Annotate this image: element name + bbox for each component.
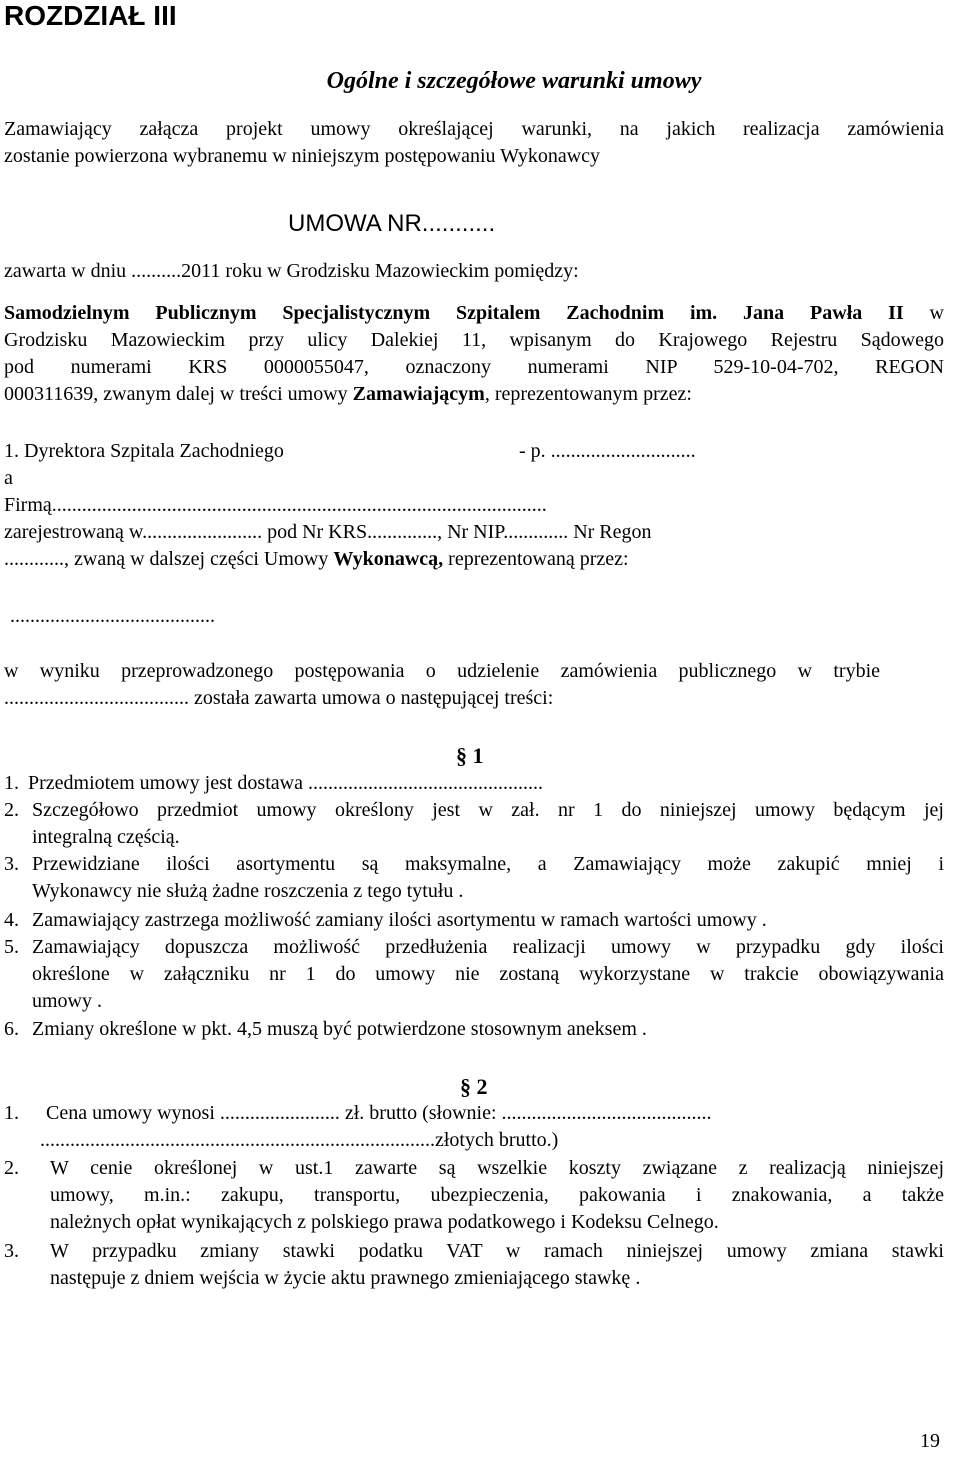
item-text: Przedmiotem umowy jest dostawa ............................................... [28,772,543,794]
item-number: 2. [4,1157,19,1179]
representative-label: 1. Dyrektora Szpitala Zachodniego [4,440,284,462]
item-text-line: Szczegółowo przedmiot umowy określony jest w zał. nr 1 do niniejszej umowy będącym jej [32,799,944,821]
item-number: 3. [4,1240,19,1262]
item-number: 4. [4,909,19,931]
section-2-item-1 [4,1100,944,1154]
item-text-line: Cena umowy wynosi ........................ zł. brutto (słownie: .......................................... [46,1102,712,1124]
section-2-item-3 [4,1238,944,1292]
item-text-line: Zamawiający dopuszcza możliwość przedłużenia realizacji umowy w przypadku gdy ilości [32,936,944,958]
item-text-line: określone w załączniku nr 1 do umowy nie zostaną wykorzystane w trakcie obowiązywania [32,963,944,985]
party1-role: Zamawiającym [352,383,485,405]
party1-line4 [4,381,692,408]
procedure-line-1: w wyniku przeprowadzonego postępowania o udzielenie zamówienia publicznego w trybie [4,660,880,682]
procedure-line-2: ..................................... została zawarta umowa o następującej treści: [4,687,554,709]
party2-line [4,546,629,573]
party1-line2: Grodzisku Mazowieckim przy ulicy Dalekiej 11, wpisanym do Krajowego Rejestru Sądowego [4,329,944,351]
contract-number: UMOWA NR........... [288,210,496,237]
section-2-item-2 [4,1155,944,1236]
concluded-on: zawarta w dniu ..........2011 roku w Grodzisku Mazowieckim pomiędzy: [4,260,579,282]
section-1-item-1 [4,770,944,797]
party2-registered: zarejestrowaną w........................ pod Nr KRS.............., Nr NIP............. Nr Regon [4,521,652,543]
item-text-line: Zamawiający zastrzega możliwość zamiany ilości asortymentu w ramach wartości umowy . [32,909,767,931]
party1-line4-post: , reprezentowanym przez: [484,383,692,405]
section-1-item-5 [4,934,944,1015]
item-number: 6. [4,1018,19,1040]
intro-line-2: zostanie powierzona wybranemu w niniejszym postępowaniu Wykonawcy [4,145,601,167]
item-number: 1. [4,772,19,794]
section-1-item-3 [4,851,944,905]
item-text-line: W cenie określonej w ust.1 zawarte są wszelkie koszty związane z realizacją niniejszej [50,1157,944,1179]
representative-name: - p. ............................. [519,440,696,462]
section-subtitle: Ogólne i szczegółowe warunki umowy [326,68,702,94]
item-number: 3. [4,853,19,875]
party2-rep-dots: ......................................... [10,605,215,627]
party1-line3: pod numerami KRS 0000055047, oznaczony numerami NIP 529-10-04-702, REGON [4,356,944,378]
party1-line4-pre: 000311639, zwanym dalej w treści umowy [4,383,353,405]
intro-line-1: Zamawiający załącza projekt umowy określającej warunki, na jakich realizacja zamówienia [4,118,944,140]
item-text-line: następuje z dniem wejścia w życie aktu prawnego zmieniającego stawkę . [50,1267,641,1289]
party1-name: Samodzielnym Publicznym Specjalistycznym Szpitalem Zachodnim im. Jana Pawła II [4,302,904,324]
party1-line1-rest: w [903,302,944,324]
section-1-item-2 [4,797,944,851]
item-number: 5. [4,936,19,958]
page-number: 19 [920,1430,940,1452]
item-text-line: Zmiany określone w pkt. 4,5 muszą być potwierdzone stosownym aneksem . [32,1018,647,1040]
section-2-heading: § 2 [460,1074,488,1099]
party2-and: a [4,467,13,489]
section-1-item-4 [4,907,944,934]
item-text-line: ...............................................................................złotych brutto.) [40,1129,559,1151]
item-number: 1. [4,1102,19,1124]
item-number: 2. [4,799,19,821]
item-text-line: Przewidziane ilości asortymentu są maksymalne, a Zamawiający może zakupić mniej i [32,853,944,875]
item-text-line: W przypadku zmiany stawki podatku VAT w ramach niniejszej umowy zmiana stawki [50,1240,944,1262]
party2-line-post: reprezentowaną przez: [443,548,629,570]
party2-firm: Firmą................................................................................................... [4,494,547,516]
item-text-line: Wykonawcy nie służą żadne roszczenia z tego tytułu . [32,880,464,902]
party2-line-pre: ............, zwaną w dalszej części Umowy [4,548,334,570]
item-text-line: umowy . [32,990,102,1012]
item-text-line: należnych opłat wynikających z polskiego prawa podatkowego i Kodeksu Celnego. [50,1211,719,1233]
party2-role: Wykonawcą, [333,548,444,570]
party1-line1 [4,300,944,327]
item-text-line: integralną częścią. [32,826,180,848]
chapter-title: ROZDZIAŁ III [4,0,177,31]
item-text-line: umowy, m.in.: zakupu, transportu, ubezpieczenia, pakowania i znakowania, a także [50,1184,944,1206]
section-1-heading: § 1 [456,743,484,768]
section-1-item-6 [4,1016,944,1043]
